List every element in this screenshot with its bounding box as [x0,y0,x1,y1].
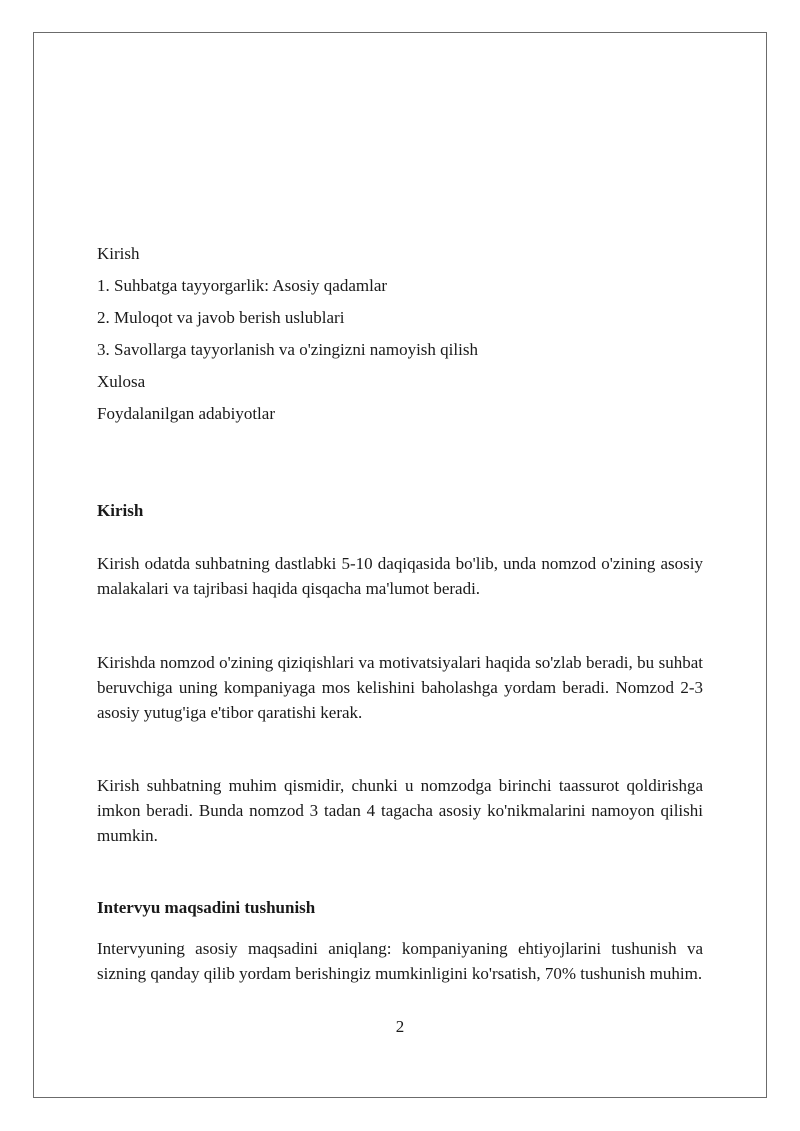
toc-item-questions: 3. Savollarga tayyorlanish va o'zingizni namoyish qilish [97,340,478,359]
section-heading-goal: Intervyu maqsadini tushunish [97,898,316,917]
toc-item-intro: Kirish [97,244,140,263]
section-heading-intro: Kirish [97,501,144,520]
goal-paragraph-1: Intervyuning asosiy maqsadini aniqlang: kompaniyaning ehtiyojlarini tushunish va sizning qanday qilib yordam berishingiz mumkinligini ko'rsatish, 70% tushunish muhim. [97,939,703,983]
intro-paragraph-1: Kirish odatda suhbatning dastlabki 5-10 daqiqasida bo'lib, unda nomzod o'zining asosiy malakalari va tajribasi haqida qisqacha ma'lumot beradi. [97,554,703,598]
page-number: 2 [395,1017,405,1036]
toc-item-conclusion: Xulosa [97,372,146,391]
table-of-contents [97,242,703,434]
toc-item-preparation: 1. Suhbatga tayyorgarlik: Asosiy qadamlar [97,276,388,295]
intro-paragraph-2: Kirishda nomzod o'zining qiziqishlari va motivatsiyalari haqida so'zlab beradi, bu suhbat beruvchiga uning kompaniyaga mos kelishini baholashga yordam beradi. Nomzod 2-3 asosiy yutug'iga e'tibor qaratishi kerak. [97,653,703,722]
toc-item-references: Foydalanilgan adabiyotlar [97,404,275,423]
toc-item-communication: 2. Muloqot va javob berish uslublari [97,308,345,327]
intro-paragraph-3: Kirish suhbatning muhim qismidir, chunki u nomzodga birinchi taassurot qoldirishga imkon beradi. Bunda nomzod 3 tadan 4 tagacha asosiy ko'nikmalarini namoyon qilishi mumkin. [97,776,703,845]
